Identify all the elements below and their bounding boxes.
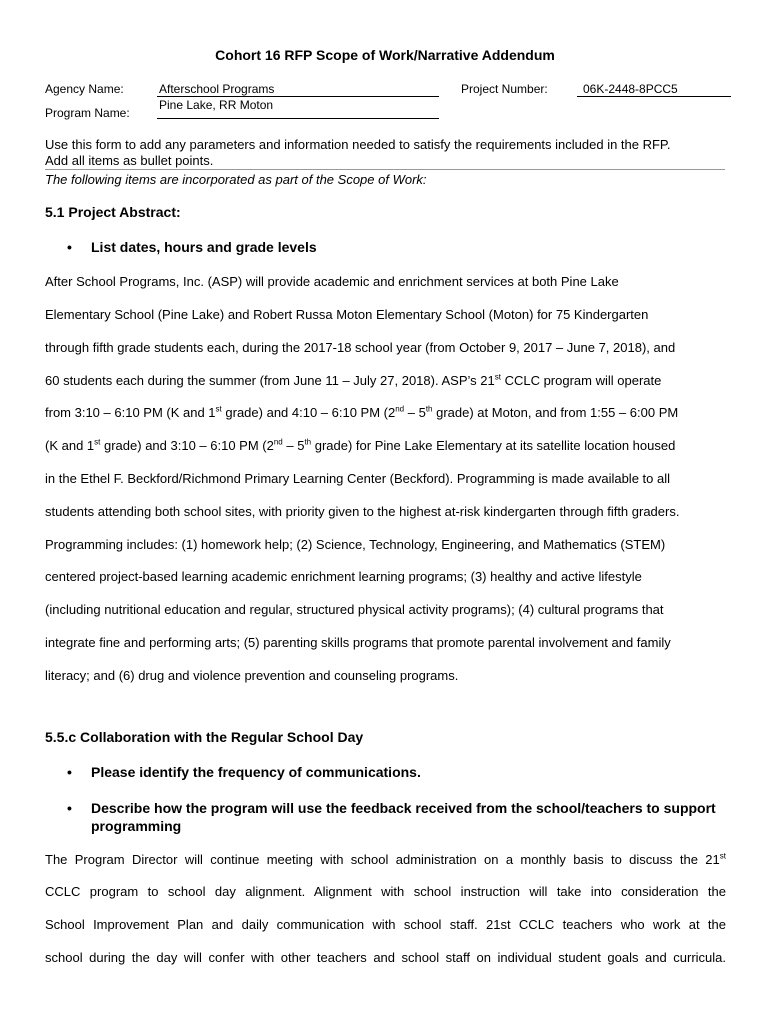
paragraph-line: (including nutritional education and regular, structured physical activity programs); (4) cultural programs that <box>45 602 664 617</box>
paragraph-line: CCLC program to school day alignment. Alignment with school instruction will take into consideration the <box>45 884 726 899</box>
paragraph-line: School Improvement Plan and daily communication with school staff. 21st CCLC teachers who work at the <box>45 917 726 932</box>
instructions <box>45 137 725 170</box>
document-title: Cohort 16 RFP Scope of Work/Narrative Addendum <box>215 47 555 63</box>
bullet-text: List dates, hours and grade levels <box>91 239 317 255</box>
project-number-field[interactable] <box>577 82 731 97</box>
agency-name-value: Afterschool Programs <box>159 82 275 96</box>
paragraph-line: The Program Director will continue meeting with school administration on a monthly basis to discuss the 21st <box>45 851 726 867</box>
paragraph-line: literacy; and (6) drug and violence prevention and counseling programs. <box>45 668 459 683</box>
project-number-label: Project Number: <box>461 82 548 96</box>
scope-note: The following items are incorporated as part of the Scope of Work: <box>45 172 427 187</box>
project-number-value: 06K-2448-8PCC5 <box>583 82 678 96</box>
bullet-item <box>67 763 727 781</box>
section-5-5-c-heading: 5.5.c Collaboration with the Regular School Day <box>45 729 364 745</box>
paragraph-line: After School Programs, Inc. (ASP) will provide academic and enrichment services at both Pine Lake <box>45 274 619 289</box>
bullet-icon: • <box>67 800 72 816</box>
agency-name-field[interactable] <box>157 82 439 97</box>
instructions-line-2: Add all items as bullet points. <box>45 153 214 168</box>
paragraph-line: through fifth grade students each, during the 2017-18 school year (from October 9, 2017 – June 7, 2018), and <box>45 340 676 355</box>
paragraph-line: (K and 1st grade) and 3:10 – 6:10 PM (2nd – 5th grade) for Pine Lake Elementary at its satellite location housed <box>45 437 676 453</box>
bullet-text: Describe how the program will use the feedback received from the school/teachers to support programming <box>91 800 716 834</box>
program-name-value: Pine Lake, RR Moton <box>159 98 274 112</box>
paragraph-line: in the Ethel F. Beckford/Richmond Primary Learning Center (Beckford). Programming is made available to all <box>45 471 670 486</box>
paragraph-line: Programming includes: (1) homework help; (2) Science, Technology, Engineering, and Mathematics (STEM) <box>45 537 666 552</box>
bullet-item <box>67 238 727 256</box>
section-5-1-heading: 5.1 Project Abstract: <box>45 204 181 220</box>
instructions-line-1: Use this form to add any parameters and information needed to satisfy the requirements included in the RFP. <box>45 137 671 152</box>
bullet-icon: • <box>67 764 72 780</box>
program-name-label: Program Name: <box>45 106 130 120</box>
paragraph-line: Elementary School (Pine Lake) and Robert Russa Moton Elementary School (Moton) for 75 Kindergarten <box>45 307 649 322</box>
program-name-field[interactable] <box>157 98 439 119</box>
agency-name-label: Agency Name: <box>45 82 124 96</box>
paragraph-line: school during the day will confer with other teachers and school staff on individual student goals and curricula. <box>45 950 726 965</box>
paragraph-line: from 3:10 – 6:10 PM (K and 1st grade) and 4:10 – 6:10 PM (2nd – 5th grade) at Moton, and from 1:55 – 6:00 PM <box>45 404 679 420</box>
bullet-text: Please identify the frequency of communications. <box>91 764 421 780</box>
bullet-item <box>67 799 727 835</box>
paragraph-line: centered project-based learning academic enrichment learning programs; (3) healthy and active lifestyle <box>45 569 642 584</box>
paragraph-line: 60 students each during the summer (from June 11 – July 27, 2018). ASP’s 21st CCLC program will operate <box>45 372 662 388</box>
bullet-icon: • <box>67 239 72 255</box>
paragraph-line: students attending both school sites, with priority given to the highest at-risk kindergarten through fifth graders. <box>45 504 680 519</box>
paragraph-line: integrate fine and performing arts; (5) parenting skills programs that promote parental involvement and family <box>45 635 671 650</box>
